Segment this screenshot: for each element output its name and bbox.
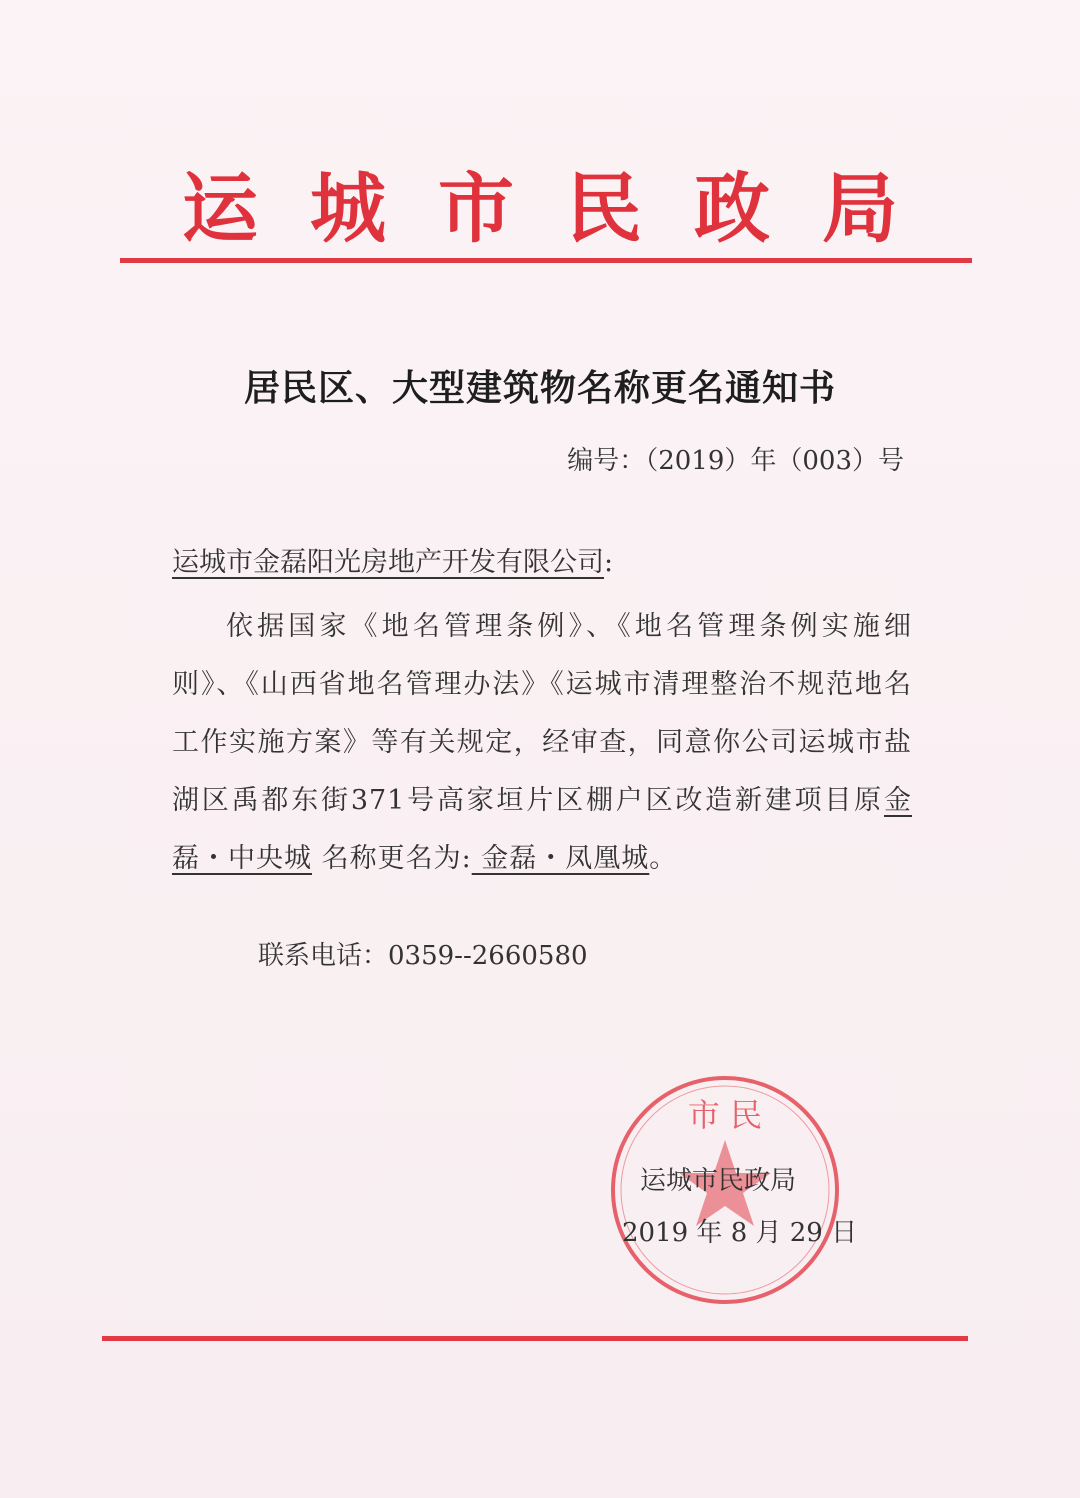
contact-phone: 联系电话：0359--2660580 xyxy=(258,941,588,971)
body-text-main: 依据国家《地名管理条例》、《地名管理条例实施细则》、《山西省地名管理办法》《运城市清理整治不规范地名工作实施方案》等有关规定，经审查，同意你公司运城市盐湖区禹都东街371号高家垣片区棚户区改造新建项目原 xyxy=(172,611,912,816)
new-name: 金磊・凤凰城 xyxy=(471,843,650,874)
document-number: 编号：（2019）年（003）号 xyxy=(567,446,904,476)
signature-date: 2019 年 8 月 29 日 xyxy=(622,1218,858,1248)
footer-red-rule xyxy=(102,1336,968,1341)
document-title: 居民区、大型建筑物名称更名通知书 xyxy=(243,367,836,409)
seal-text: 市 民 xyxy=(687,1096,763,1134)
body-text-rename: 名称更名为: xyxy=(312,843,472,874)
body-paragraph xyxy=(172,598,912,888)
letterhead-red-rule xyxy=(120,258,972,263)
old-name: 金磊・中央城 xyxy=(172,785,912,874)
recipient-line xyxy=(172,540,613,579)
recipient-colon: : xyxy=(604,547,614,578)
body-text-end: 。 xyxy=(649,843,678,874)
signature-organization: 运城市民政局 xyxy=(640,1166,797,1196)
recipient-name: 运城市金磊阳光房地产开发有限公司 xyxy=(172,547,604,578)
letterhead-title: 运城市民政局 xyxy=(182,164,950,253)
